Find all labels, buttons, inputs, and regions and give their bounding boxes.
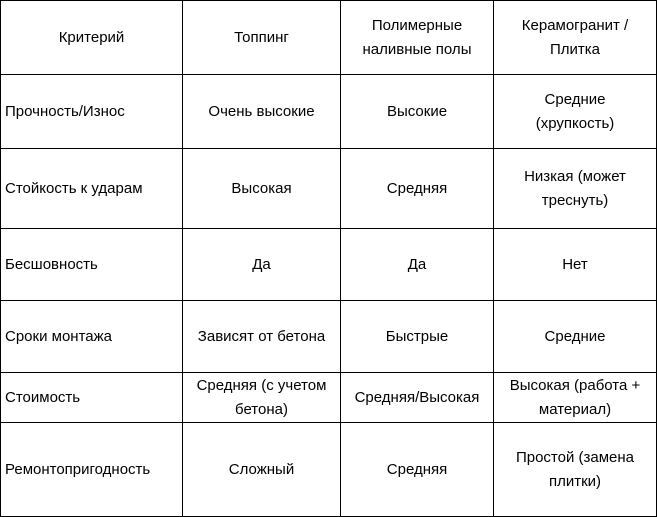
- header-cell-topping: Топпинг: [183, 1, 341, 75]
- table-row: [1, 75, 657, 149]
- table-cell: Средняя (с учетом бетона): [183, 373, 341, 423]
- table-cell: Быстрые: [341, 301, 494, 373]
- table-row: [1, 423, 657, 517]
- row-label: Стоимость: [1, 373, 183, 423]
- table-cell: Средние (хрупкость): [494, 75, 657, 149]
- header-cell-criterion: Критерий: [1, 1, 183, 75]
- table-cell: Да: [341, 229, 494, 301]
- table-cell: Высокая (работа + материал): [494, 373, 657, 423]
- table-cell: Высокие: [341, 75, 494, 149]
- table-cell: Средняя: [341, 423, 494, 517]
- row-label: Бесшовность: [1, 229, 183, 301]
- table-row: [1, 229, 657, 301]
- table-header-row: [1, 1, 657, 75]
- row-label: Ремонтопригодность: [1, 423, 183, 517]
- table-cell: Сложный: [183, 423, 341, 517]
- table-cell: Средняя: [341, 149, 494, 229]
- table-cell: Зависят от бетона: [183, 301, 341, 373]
- table-cell: Очень высокие: [183, 75, 341, 149]
- header-cell-porcelain-tile: Керамогранит / Плитка: [494, 1, 657, 75]
- row-label: Стойкость к ударам: [1, 149, 183, 229]
- table-cell: Нет: [494, 229, 657, 301]
- table-cell: Средние: [494, 301, 657, 373]
- table-cell: Средняя/Высокая: [341, 373, 494, 423]
- table-cell: Да: [183, 229, 341, 301]
- row-label: Прочность/Износ: [1, 75, 183, 149]
- table-cell: Низкая (может треснуть): [494, 149, 657, 229]
- table-row: [1, 301, 657, 373]
- row-label: Сроки монтажа: [1, 301, 183, 373]
- table-cell: Простой (замена плитки): [494, 423, 657, 517]
- table-row: [1, 373, 657, 423]
- table-row: [1, 149, 657, 229]
- table-cell: Высокая: [183, 149, 341, 229]
- header-cell-polymer-floors: Полимерные наливные полы: [341, 1, 494, 75]
